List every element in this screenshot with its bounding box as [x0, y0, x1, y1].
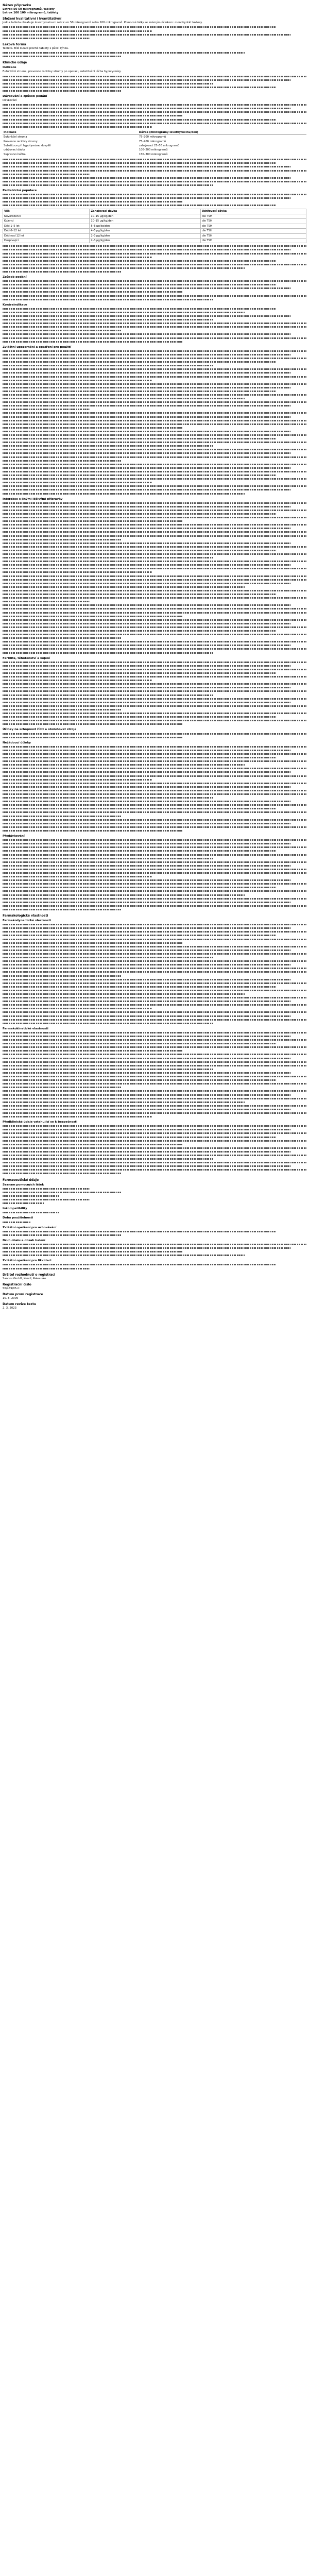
table-cell: dle TSH: [200, 229, 306, 233]
composition-text: Jedna tableta obsahuje levothyroxinum natricum 50 mikrogramů nebo 100 mikrogramů. Pomocné látky se známým účinkem: monohydrát laktosy.: [3, 21, 203, 25]
heading-excipients: Seznam pomocných látek: [3, 1183, 44, 1187]
shelflife-paragraph: [3, 1221, 306, 1225]
table-cell: 2–3 µg/kg/den: [90, 238, 201, 243]
table-row: [3, 233, 306, 238]
heading-pharmaceutical: Farmaceutické údaje: [3, 1178, 39, 1182]
ped-header-start: Zahajovací dávka: [90, 209, 201, 214]
heading-dosage: Dávkování a způsob podání: [3, 94, 47, 98]
pd-paragraph: [3, 923, 306, 1026]
pregnancy-paragraph: [3, 661, 306, 727]
table-cell: 150–300 mikrogramů: [139, 152, 168, 156]
drug-name-2: Letrox 100 100 mikrogramů, tablety: [3, 11, 59, 15]
form-text: Tableta. Bílé kulaté ploché tablety s půlicí rýhou.: [3, 46, 69, 50]
heading-preclinical: Předklinické údaje vztahující se k bezpečnosti: [3, 1121, 78, 1124]
table-cell: dle TSH: [200, 224, 306, 228]
dosage-table-header: [3, 130, 306, 135]
drug-name: Letrox 50 50 mikrogramů, tablety: [3, 8, 55, 11]
table-cell: 10–15 µg/kg/den: [90, 214, 201, 218]
children-paragraph-2: [3, 245, 306, 274]
heading-overdose: Předávkování: [3, 835, 25, 838]
heading-method: Způsob podání: [3, 276, 27, 279]
regnum-text: 56/459/05-C: [3, 1286, 20, 1290]
table-cell: Prevence recidivy strumy: [4, 140, 38, 143]
disposal-paragraph: [3, 1263, 306, 1270]
table-cell: dle TSH: [200, 214, 306, 218]
heading-interactions: Interakce s jinými léčivými přípravky: [3, 497, 63, 501]
table-row: [3, 144, 306, 148]
dosage-paragraph: [3, 104, 306, 129]
table-cell: 75–200 mikrogramů: [139, 135, 166, 139]
table-cell: Děti 1–5 let: [3, 224, 90, 228]
table-cell: 5–6 µg/kg/den: [90, 224, 201, 228]
heading-driving: Účinky na schopnost řídit a obsluhovat stroje: [3, 728, 77, 732]
revision-text: 2. 3. 2023: [3, 1307, 16, 1310]
table-cell: zahajovací 25–50 mikrogramů: [139, 144, 180, 148]
ped-header-age: Věk: [3, 209, 90, 214]
heading-composition: Složení kvalitativní i kvantitativní: [3, 17, 62, 21]
heading-adverse: Nežádoucí účinky: [3, 741, 31, 744]
date-text: 10. 8. 2005: [3, 1297, 19, 1300]
interactions-paragraph: [3, 502, 306, 655]
table-cell: dle TSH: [200, 238, 306, 243]
ped-header-maint: Udržovací dávka: [200, 209, 306, 214]
table-cell: Eufunkční struma: [4, 135, 27, 139]
table-cell: 2–3 µg/kg/den: [90, 233, 201, 238]
dosage-header-indication: Indikace: [3, 130, 138, 135]
indications-text: Eufunkční struma, prevence recidivy strumy po operaci, substituční léčba hypotyreózy.: [3, 70, 122, 74]
incompat-paragraph: [3, 1211, 306, 1215]
table-row: [3, 140, 306, 144]
heading-pack: Druh obalu a obsah balení: [3, 1239, 45, 1242]
table-cell: Kojenci: [3, 219, 90, 224]
heading-shelflife: Doba použitelnosti: [3, 1216, 33, 1220]
overdose-paragraph: [3, 839, 306, 912]
table-row: [3, 229, 306, 233]
heading-form: Léková forma: [3, 42, 26, 46]
storage-paragraph: [3, 1230, 306, 1238]
excipients-paragraph: [3, 1188, 306, 1206]
dosage-label: Dávkování: [3, 99, 17, 103]
pack-paragraph: [3, 1243, 306, 1258]
pediatric-table-header: [3, 209, 306, 214]
heading-clinical: Klinické údaje: [3, 61, 27, 65]
heading-disposal: Zvláštní opatření pro likvidaci: [3, 1259, 52, 1263]
heading-pharm: Farmakologické vlastnosti: [3, 914, 48, 918]
heading-date: Datum první registrace: [3, 1293, 43, 1296]
table-row: [3, 135, 306, 140]
table-cell: Děti nad 12 let: [3, 233, 90, 238]
heading-pd: Farmakodynamické vlastnosti: [3, 919, 51, 923]
table-cell: Dospívající: [3, 238, 90, 243]
indications-paragraph: [3, 75, 306, 93]
preclinical-paragraph: [3, 1125, 306, 1176]
table-cell: Děti 6–12 let: [3, 229, 90, 233]
heading-pregnancy: Fertilita, těhotenství a kojení: [3, 656, 50, 660]
heading-incompat: Inkompatibility: [3, 1207, 27, 1211]
heading-title: Název přípravku: [3, 4, 31, 7]
form-paragraph: [3, 52, 306, 59]
dosage-table: [3, 130, 306, 157]
table-cell: udržovací dávka: [4, 148, 26, 152]
table-row: [3, 224, 306, 228]
heading-storage: Zvláštní opatření pro uchovávání: [3, 1226, 57, 1229]
table-cell: 4–5 µg/kg/den: [90, 229, 201, 233]
heading-indications: Indikace: [3, 66, 16, 70]
table-row: [3, 214, 306, 218]
holder-text: Sandoz GmbH, Kundl, Rakousko: [3, 1277, 46, 1280]
table-row: [3, 219, 306, 224]
pk-paragraph: [3, 1031, 306, 1119]
table-cell: Novorozenci: [3, 214, 90, 218]
heading-revision: Datum revize textu: [3, 1302, 37, 1307]
table-cell: Substituce při hypotyreóze, dospělí: [4, 144, 51, 148]
table-cell: dle TSH: [200, 233, 306, 238]
heading-contraindications: Kontraindikace: [3, 303, 27, 307]
table-cell: 75–200 mikrogramů: [139, 140, 166, 143]
table-row: [3, 148, 306, 152]
heading-warnings: Zvláštní upozornění a opatření pro použití: [3, 345, 72, 349]
table-row: [3, 152, 306, 157]
dosage-header-dose: Dávka (mikrogramy levothyroxinu/den): [138, 130, 306, 135]
table-cell: 100–200 mikrogramů: [139, 148, 168, 152]
composition-paragraph: [3, 26, 306, 40]
pediatric-table: [3, 209, 306, 243]
heading-holder: Držitel rozhodnutí o registraci: [3, 1273, 56, 1277]
table-cell: Supresivní léčba: [4, 152, 26, 156]
children-paragraph: [3, 193, 306, 208]
table-cell: dle TSH: [200, 219, 306, 224]
driving-paragraph: [3, 733, 306, 740]
heading-regnum: Registrační číslo: [3, 1282, 31, 1286]
heading-children: Pediatrická populace: [3, 189, 37, 192]
adverse-paragraph: [3, 745, 306, 833]
method-paragraph: [3, 280, 306, 302]
table-row: [3, 238, 306, 243]
contraindications-paragraph: [3, 308, 306, 344]
warnings-paragraph: [3, 350, 306, 496]
heading-pk: Farmakokinetické vlastnosti: [3, 1027, 48, 1030]
table-cell: 10–15 µg/kg/den: [90, 219, 201, 224]
dosage-paragraph-2: [3, 158, 306, 188]
